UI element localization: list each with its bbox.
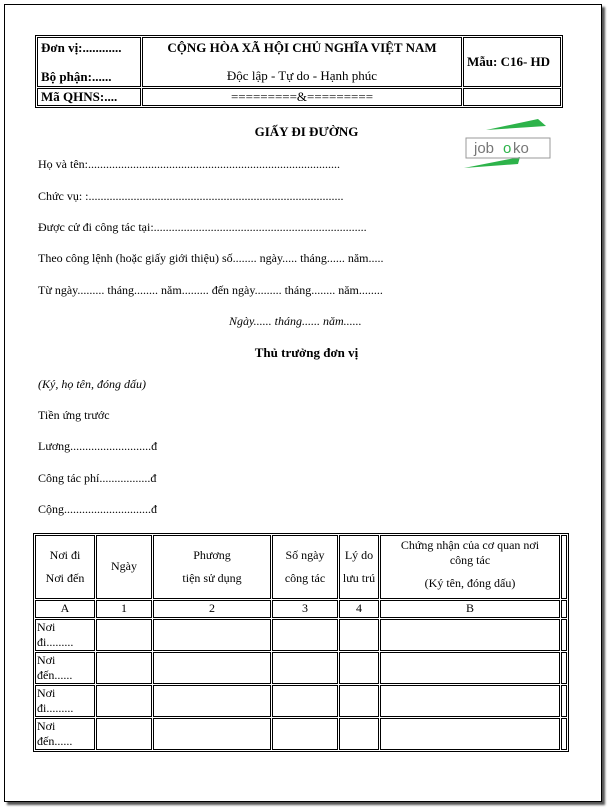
total-field: Cộng.............................đ <box>38 502 158 516</box>
motto: Độc lập - Tự do - Hạnh phúc <box>226 68 378 83</box>
header-col-2 <box>153 535 271 599</box>
row-cell <box>339 718 379 750</box>
row-cell <box>339 685 379 717</box>
position-field: Chức vụ: :..................................................................................... <box>38 189 344 203</box>
form-code: Mẫu: C16- HD <box>463 37 561 87</box>
row-cell <box>96 619 152 651</box>
row-place <box>35 652 95 684</box>
header-col-b-line1: Chứng nhận của cơ quan nơi <box>400 538 540 552</box>
header-table <box>35 35 563 108</box>
country-cell <box>142 37 462 87</box>
header-col-2-line1: Phương <box>193 547 231 562</box>
table-row <box>35 685 567 717</box>
row-place-line1: Nơi <box>37 719 56 733</box>
row-cell <box>153 619 271 651</box>
allowance-field: Công tác phí.................đ <box>38 471 157 485</box>
right-edge-cell <box>561 535 567 599</box>
row-cell <box>153 685 271 717</box>
header-col-b-line2: công tác <box>449 553 491 567</box>
row-cell <box>380 619 560 651</box>
row-cell <box>272 718 338 750</box>
header-col-4-line2: lưu trú <box>342 571 376 585</box>
order-field: Theo công lệnh (hoặc giấy giới thiệu) số........ ngày..... tháng...... năm..... <box>38 251 384 265</box>
sign-note: (Ký, họ tên, đóng dấu) <box>38 377 146 391</box>
row-place-line1: Nơi <box>37 653 56 667</box>
row-place-line2: đi......... <box>37 701 74 715</box>
right-edge-cell <box>561 685 567 717</box>
unit-cell <box>37 37 141 87</box>
row-cell <box>339 652 379 684</box>
row-place-line1: Nơi <box>37 620 56 634</box>
period-field: Từ ngày......... tháng........ năm......... đến ngày......... tháng........ năm........ <box>38 283 383 297</box>
header-col-b-line3: (Ký tên, đóng dấu) <box>424 576 516 590</box>
name-field: Họ và tên:.................................................................................... <box>38 157 340 171</box>
row-place <box>35 685 95 717</box>
row-place-line2: đến...... <box>37 668 73 682</box>
header-col-a-line2: Nơi đến <box>45 571 85 585</box>
row-place-line2: đến...... <box>37 734 73 748</box>
right-edge-cell <box>561 619 567 651</box>
table-row <box>35 652 567 684</box>
separator: =========&========= <box>142 88 462 106</box>
document-title: GIẤY ĐI ĐƯỜNG <box>254 124 359 139</box>
empty-cell <box>463 88 561 106</box>
header-col-3-line1: Số ngày <box>285 547 325 562</box>
row-cell <box>272 619 338 651</box>
index-2: 2 <box>153 600 271 618</box>
sent-to-field: Được cử đi công tác tại:....................................................................... <box>38 220 367 234</box>
row-cell <box>272 685 338 717</box>
row-place-line1: Nơi <box>37 686 56 700</box>
index-1: 1 <box>96 600 152 618</box>
header-col-a <box>35 535 95 599</box>
header-col-4 <box>339 535 379 599</box>
advance-label: Tiền ứng trước <box>38 408 110 422</box>
row-cell <box>153 718 271 750</box>
row-cell <box>96 652 152 684</box>
country-name: CỘNG HÒA XÃ HỘI CHỦ NGHĨA VIỆT NAM <box>167 40 437 55</box>
index-a: A <box>35 600 95 618</box>
row-cell <box>339 619 379 651</box>
department-label: Bộ phận:...... <box>41 69 112 84</box>
table-row <box>35 619 567 651</box>
head-title: Thủ trưởng đơn vị <box>254 345 359 360</box>
joboko-logo <box>460 116 552 174</box>
travel-table <box>33 533 569 752</box>
row-cell <box>96 718 152 750</box>
logo-text-mid: o <box>503 140 512 157</box>
logo-text-left: job <box>474 140 495 157</box>
index-b: B <box>380 600 560 618</box>
row-cell <box>153 652 271 684</box>
row-place <box>35 718 95 750</box>
row-place <box>35 619 95 651</box>
qhns-label: Mã QHNS:.... <box>37 88 141 106</box>
right-edge-cell <box>561 600 567 618</box>
header-col-b <box>380 535 560 599</box>
logo-text-right: ko <box>513 140 529 157</box>
index-4: 4 <box>339 600 379 618</box>
row-cell <box>380 652 560 684</box>
row-cell <box>272 652 338 684</box>
unit-label: Đơn vị:............ <box>41 40 122 55</box>
row-cell <box>380 685 560 717</box>
header-col-3-line2: công tác <box>284 571 326 585</box>
row-place-line2: đi......... <box>37 635 74 649</box>
header-col-2-line2: tiện sử dụng <box>182 571 242 585</box>
index-3: 3 <box>272 600 338 618</box>
header-col-4-line1: Lý do <box>344 547 374 562</box>
table-row <box>35 718 567 750</box>
header-col-3 <box>272 535 338 599</box>
row-cell <box>380 718 560 750</box>
header-col-1: Ngày <box>96 535 152 599</box>
header-col-a-line1: Nơi đi <box>49 547 81 562</box>
salary-field: Lương...........................đ <box>38 439 158 453</box>
right-edge-cell <box>561 652 567 684</box>
right-edge-cell <box>561 718 567 750</box>
row-cell <box>96 685 152 717</box>
date-line: Ngày...... tháng...... năm...... <box>229 314 362 328</box>
